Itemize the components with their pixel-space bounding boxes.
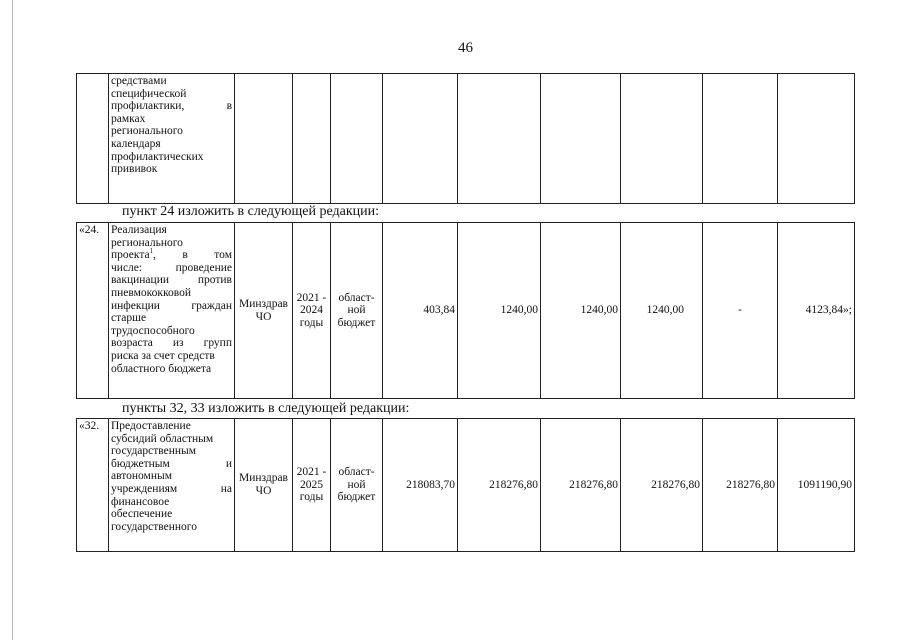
cell-empty	[235, 74, 293, 204]
table-row	[77, 419, 855, 552]
cell-value: 1240,00	[541, 223, 621, 399]
cell-empty	[778, 74, 855, 204]
table-row	[77, 223, 855, 399]
cell-responsible: Минздрав ЧО	[235, 223, 293, 399]
cell-value: 403,84	[383, 223, 458, 399]
cell-responsible: Минздрав ЧО	[235, 419, 293, 552]
table-row	[77, 74, 855, 204]
cell-empty	[621, 74, 703, 204]
page-number: 46	[458, 40, 473, 56]
cell-description: средствами специфической профилактики, в рамках регионального календаря профилактических прививок	[109, 74, 235, 204]
cell-num	[77, 74, 109, 204]
cell-source: област-ной бюджет	[331, 223, 383, 399]
cell-value: 4123,84»;	[778, 223, 855, 399]
cell-value: 1240,00	[621, 223, 703, 399]
cell-empty	[458, 74, 541, 204]
table-row-32	[76, 418, 855, 552]
cell-period: 2021 - 2024 годы	[293, 223, 331, 399]
cell-num: «32.	[77, 419, 109, 552]
cell-value: 218276,80	[541, 419, 621, 552]
cell-value: 218276,80	[703, 419, 778, 552]
cell-description: Предоставление субсидий областным государственным бюджетным и автономным учреждениям на финансовое обеспечение государственного	[109, 419, 235, 552]
cell-description: Реализация регионального проекта$^1$, в том числе: проведение вакцинации против пневмококковой инфекции граждан старше трудоспособного возраста из групп риска за счет средств областного бюджета	[109, 223, 235, 399]
table-continuation	[76, 73, 855, 204]
cell-value: -	[703, 223, 778, 399]
cell-value: 1091190,90	[778, 419, 855, 552]
cell-empty	[383, 74, 458, 204]
section-heading-32: пункты 32, 33 изложить в следующей редакции:	[122, 401, 410, 416]
cell-value: 1240,00	[458, 223, 541, 399]
cell-source: област-ной бюджет	[331, 419, 383, 552]
cell-value: 218083,70	[383, 419, 458, 552]
cell-num: «24.	[77, 223, 109, 399]
cell-value: 218276,80	[621, 419, 703, 552]
cell-empty	[293, 74, 331, 204]
cell-empty	[541, 74, 621, 204]
cell-period: 2021 - 2025 годы	[293, 419, 331, 552]
cell-value: 218276,80	[458, 419, 541, 552]
cell-empty	[331, 74, 383, 204]
cell-empty	[703, 74, 778, 204]
table-row-24	[76, 222, 855, 399]
page-margin-line	[12, 0, 13, 640]
section-heading-24: пункт 24 изложить в следующей редакции:	[122, 204, 379, 219]
